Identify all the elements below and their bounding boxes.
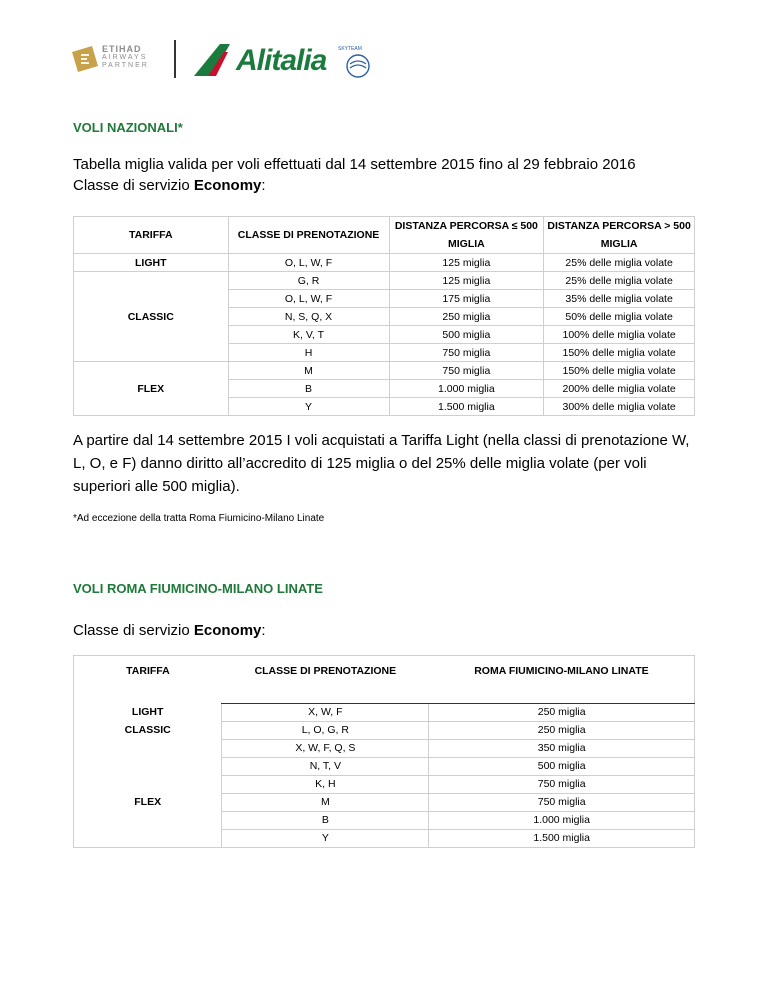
col-header-tariffa: TARIFFA <box>74 217 229 254</box>
light-fare-paragraph: A partire dal 14 settembre 2015 I voli acquistati a Tariffa Light (nella classi di prenotazione W, L, O, e F) danno diritto all’accredito di 125 miglia o del 25% delle miglia volate (per voli superiori alle 500 miglia). <box>73 432 690 495</box>
service-class-prefix: Classe di servizio <box>73 622 194 639</box>
col-header-classe <box>222 656 429 687</box>
table-cell: 1.000 miglia <box>429 811 695 829</box>
miles-table-roma-milano <box>73 655 695 848</box>
table-cell: X, W, F, Q, S <box>222 739 429 757</box>
tariffa-cell: LIGHT <box>74 254 229 272</box>
table-row <box>74 811 695 829</box>
service-class-line <box>73 621 266 641</box>
header-text: ROMA FIUMICINO-MILANO LINATE <box>474 665 649 677</box>
table-cell: L, O, G, R <box>222 721 429 739</box>
table-cell: N, S, Q, X <box>228 308 389 326</box>
table-cell: 1.500 miglia <box>389 398 544 416</box>
table-cell: O, L, W, F <box>228 254 389 272</box>
service-class-suffix: : <box>261 177 266 194</box>
table-cell: 35% delle miglia volate <box>544 290 695 308</box>
table-cell: 250 miglia <box>389 308 544 326</box>
service-class-prefix: Classe di servizio <box>73 177 194 194</box>
table-row <box>74 757 695 775</box>
table-cell: Y <box>222 829 429 847</box>
section-title-voli-nazionali: VOLI NAZIONALI* <box>73 120 183 135</box>
col-header-tariffa <box>74 656 222 687</box>
table-cell: 25% delle miglia volate <box>544 272 695 290</box>
tariffa-cell <box>74 811 222 829</box>
table-cell: 175 miglia <box>389 290 544 308</box>
etihad-wordmark: ETIHAD AIRWAYS PARTNER <box>102 44 149 69</box>
table-header-row <box>74 656 695 687</box>
table-cell: X, W, F <box>222 703 429 721</box>
table-cell: 150% delle miglia volate <box>544 344 695 362</box>
table-cell: H <box>228 344 389 362</box>
table-row <box>74 721 695 739</box>
logo-divider <box>174 40 176 78</box>
table-cell: 50% delle miglia volate <box>544 308 695 326</box>
table-row <box>74 775 695 793</box>
service-class-name: Economy <box>193 622 262 639</box>
table-cell: 750 miglia <box>389 362 544 380</box>
service-class-line <box>73 176 266 196</box>
table-cell: 125 miglia <box>389 272 544 290</box>
table-cell: M <box>228 362 389 380</box>
table-cell: K, V, T <box>228 326 389 344</box>
alitalia-wordmark: Alitalia <box>236 44 327 77</box>
table-cell: M <box>222 793 429 811</box>
intro-text: Tabella miglia valida per voli effettuati dal 14 settembre 2015 fino al 29 febbraio 2016 <box>73 156 636 173</box>
table-cell: B <box>228 380 389 398</box>
miles-table-nazionali <box>73 216 695 416</box>
tariffa-cell <box>74 775 222 793</box>
table-cell: 750 miglia <box>429 793 695 811</box>
section-title-roma-milano: VOLI ROMA FIUMICINO-MILANO LINATE <box>73 581 323 596</box>
table-row <box>74 793 695 811</box>
header-text: CLASSE DI PRENOTAZIONE <box>254 665 397 677</box>
table-cell: B <box>222 811 429 829</box>
table-header-row <box>74 217 695 254</box>
tariffa-cell: CLASSIC <box>124 724 171 736</box>
table-row <box>74 703 695 721</box>
table-cell: N, T, V <box>222 757 429 775</box>
table-cell: 750 miglia <box>389 344 544 362</box>
table-cell: 250 miglia <box>429 721 695 739</box>
table-cell: 150% delle miglia volate <box>544 362 695 380</box>
table-cell: 350 miglia <box>429 739 695 757</box>
table-cell: 25% delle miglia volate <box>544 254 695 272</box>
tariffa-cell: FLEX <box>74 362 229 416</box>
header-text: TARIFFA <box>126 665 170 677</box>
col-header-classe: CLASSE DI PRENOTAZIONE <box>228 217 389 254</box>
table-cell: 750 miglia <box>429 775 695 793</box>
table-cell: K, H <box>222 775 429 793</box>
table-row <box>74 739 695 757</box>
skyteam-label: SKYTEAM <box>338 46 362 52</box>
table-row <box>74 254 695 272</box>
service-class-name: Economy <box>193 177 262 194</box>
tariffa-cell <box>74 829 222 847</box>
table-cell: 125 miglia <box>389 254 544 272</box>
table-row <box>74 362 695 380</box>
etihad-logo-icon <box>72 46 98 72</box>
table-row <box>74 829 695 847</box>
col-header-distanza-gt-500: DISTANZA PERCORSA > 500 MIGLIA <box>544 217 695 254</box>
col-header-tratta <box>429 656 695 687</box>
table-cell: 300% delle miglia volate <box>544 398 695 416</box>
tariffa-cell: FLEX <box>134 796 162 808</box>
table-cell: G, R <box>228 272 389 290</box>
service-class-suffix: : <box>261 622 266 639</box>
tariffa-cell <box>74 739 222 757</box>
tariffa-cell: CLASSIC <box>74 272 229 362</box>
table-cell: 200% delle miglia volate <box>544 380 695 398</box>
table-cell: 250 miglia <box>429 703 695 721</box>
header-logos <box>72 38 412 82</box>
tariffa-cell: LIGHT <box>131 706 164 718</box>
table-cell: O, L, W, F <box>228 290 389 308</box>
table-row <box>74 272 695 290</box>
table-cell: 1.000 miglia <box>389 380 544 398</box>
tariffa-cell <box>74 757 222 775</box>
table-cell: 1.500 miglia <box>429 829 695 847</box>
table-cell: 500 miglia <box>429 757 695 775</box>
skyteam-logo-icon <box>336 42 376 82</box>
col-header-distanza-le-500: DISTANZA PERCORSA ≤ 500 MIGLIA <box>389 217 544 254</box>
footnote: *Ad eccezione della tratta Roma Fiumicino-Milano Linate <box>73 513 325 524</box>
table-cell: 100% delle miglia volate <box>544 326 695 344</box>
table-cell: Y <box>228 398 389 416</box>
table-cell: 500 miglia <box>389 326 544 344</box>
